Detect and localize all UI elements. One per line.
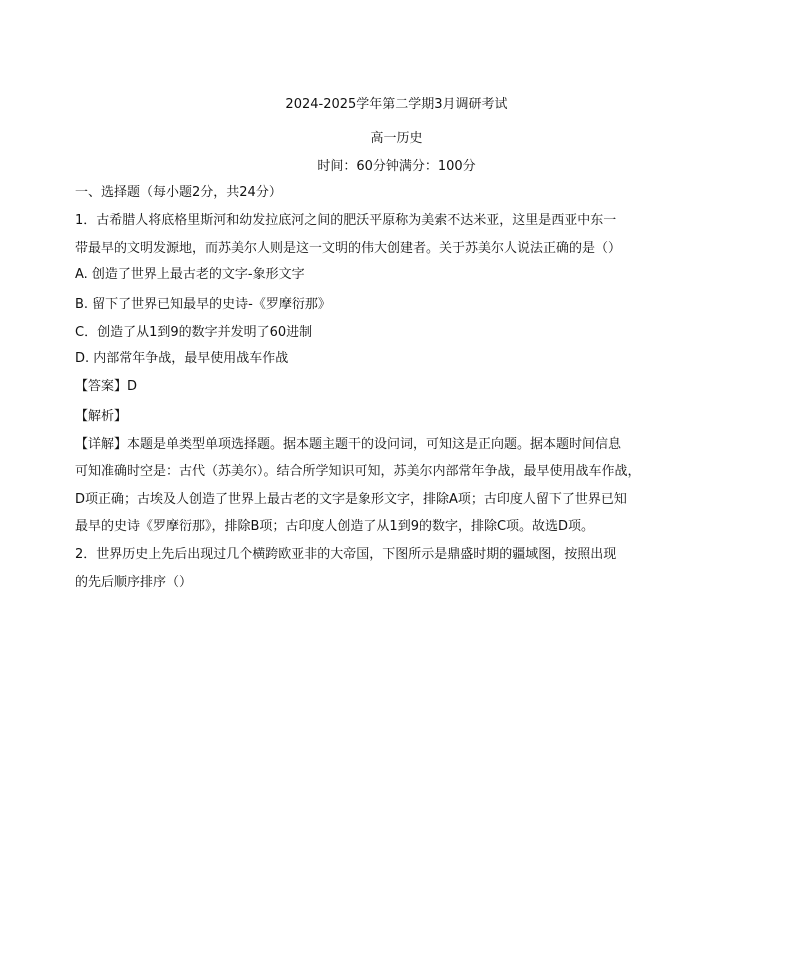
question-1-option-d: D. 内部常年争战，最早使用战车作战 — [75, 351, 289, 366]
question-1-answer: 【答案】D — [75, 379, 138, 394]
section-heading: 一、选择题（每小题2分，共24分） — [75, 185, 282, 200]
exam-title: 2024-2025学年第二学期3月调研考试 — [285, 97, 508, 112]
exam-subject: 高一历史 — [370, 131, 423, 146]
exam-meta: 时间：60分钟满分：100分 — [317, 159, 476, 174]
question-1-option-b: B. 留下了世界已知最早的史诗-《罗摩衍那》 — [75, 297, 331, 312]
question-1-detail-line-2: 可知准确时空是：古代（苏美尔）。结合所学知识可知，苏美尔内部常年争战，最早使用战车作战， — [75, 464, 641, 479]
question-1-option-a: A. 创造了世界上最古老的文字-象形文字 — [75, 267, 305, 282]
question-1-stem-line-2: 带最早的文明发源地，而苏美尔人则是这一文明的伟大创建者。关于苏美尔人说法正确的是（） — [75, 241, 622, 256]
question-1-detail-line-4: 最早的史诗《罗摩衍那》，排除B项；古印度人创造了从1到9的数字，排除C项。故选D项。 — [75, 519, 595, 534]
question-1-analysis-label: 【解析】 — [75, 409, 128, 424]
question-1-option-c: C．创造了从1到9的数字并发明了60进制 — [75, 325, 313, 340]
question-2-stem-line-1: 2．世界历史上先后出现过几个横跨欧亚非的大帝国，下图所示是鼎盛时期的疆域图，按照出现 — [75, 547, 617, 562]
question-2-stem-line-2: 的先后顺序排序（） — [75, 575, 193, 590]
question-1-stem-line-1: 1．古希腊人将底格里斯河和幼发拉底河之间的肥沃平原称为美索不达米亚，这里是西亚中东一 — [75, 213, 617, 228]
question-1-detail-line-1: 【详解】本题是单类型单项选择题。据本题主题干的设问词，可知这是正向题。据本题时间信息 — [75, 437, 622, 452]
question-1-detail-line-3: D项正确；古埃及人创造了世界上最古老的文字是象形文字，排除A项；古印度人留下了世界已知 — [75, 492, 627, 507]
